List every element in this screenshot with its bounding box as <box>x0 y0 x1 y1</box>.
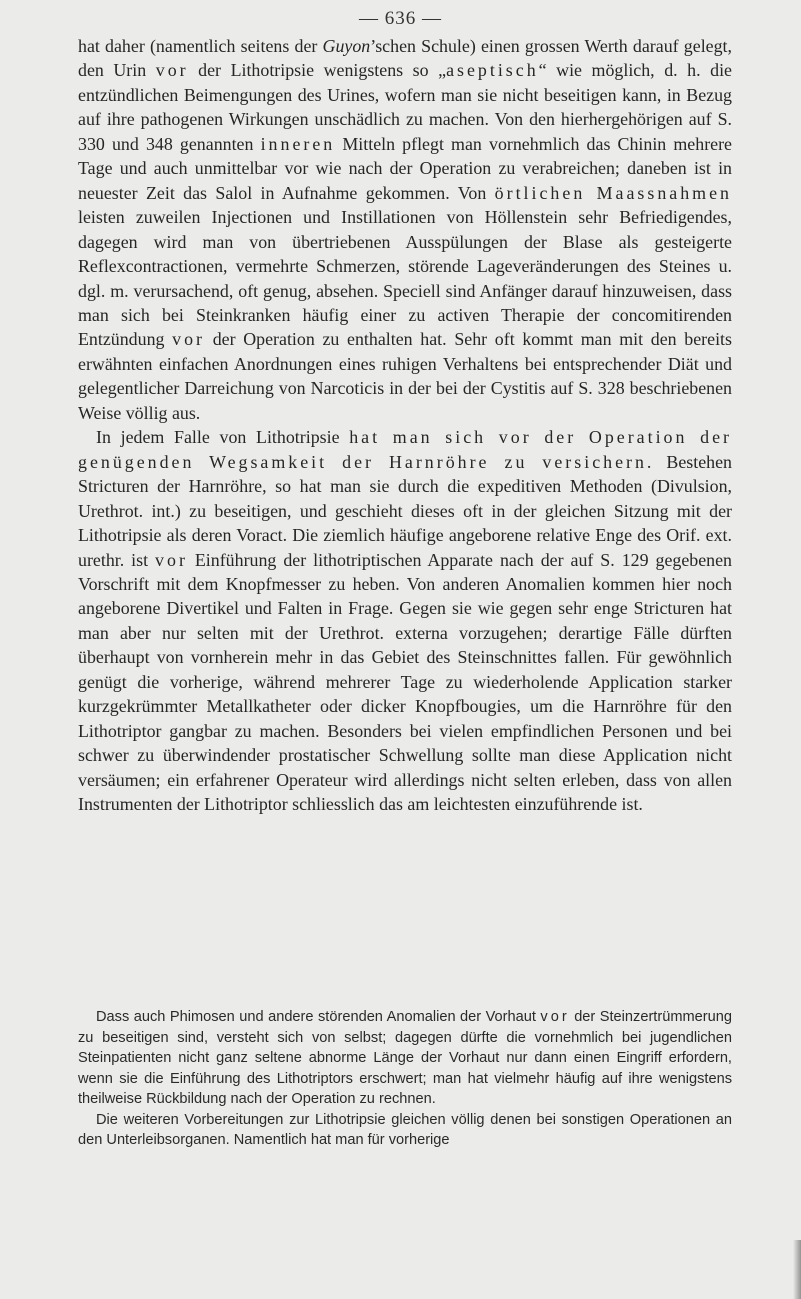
text-run: Dass auch Phimosen und andere störenden Anomalien der Vorhaut <box>96 1009 541 1025</box>
text-run: leisten zuweilen Injectionen und Instillationen von Höllenstein sehr Befriedigendes, dagegen wird man von übertriebenen Ausspülungen der Blase als gesteigerte Reflexcontractionen, vermehrte Schmerzen, störende Lageveränderungen des Steines u. dgl. m. verursachend, oft genug, absehen. Speciell sind Anfänger darauf hinzuweisen, dass man sich bei Steinkranken häufig einer zu activen Therapie der concomitirenden Entzündung <box>78 207 732 350</box>
text-run: In jedem Falle von Lithotripsie <box>96 427 350 448</box>
page-number: — 636 — <box>359 8 442 29</box>
spaced-emphasis-text: aseptisch <box>446 60 539 81</box>
text-run: “ wie möglich, d. h. die entzündlichen Beimengungen des Urines, wofern man sie nicht beseitigen kann, in Bezug auf ihre pathogenen Wirkungen unschädlich zu machen. Von den hierhergehörigen auf S. 330 und 348 genannten <box>78 60 733 154</box>
paragraph-2 <box>78 425 732 816</box>
page-edge-shadow <box>793 1240 801 1299</box>
text-run: Mitteln pflegt man vornehmlich das Chinin mehrere Tage und auch unmittelbar vor wie nach der Operation zu verabreichen; daneben ist in neuester Zeit das Salol in Aufnahme gekommen. Von <box>78 133 732 203</box>
small-paragraph-2 <box>78 1110 732 1151</box>
spaced-emphasis-text: vor <box>155 549 188 570</box>
text-run: Die weiteren Vorbereitungen zur Lithotripsie gleichen völlig denen bei sonstigen Operationen an den Unterleibsorganen. Namentlich hat man für vorherige <box>78 1111 732 1148</box>
text-run: der Steinzertrümmerung zu beseitigen sind, versteht sich von selbst; dagegen dürfte die vornehmlich bei jugendlichen Steinpatienten nicht ganz seltene abnorme Länge der Vorhaut nur dann einen Eingriff erfordern, wenn sie die Einführung des Lithotriptors erschwert; man hat vielmehr häufig auf ihre wenigstens theilweise Rückbildung nach der Operation zu rechnen. <box>78 1009 732 1107</box>
spaced-emphasis-text: vor <box>540 1009 570 1025</box>
spaced-emphasis-text: vor <box>155 60 189 81</box>
small-paragraph-1 <box>78 1007 732 1110</box>
text-run: der Lithotripsie wenigstens so „ <box>188 60 447 81</box>
spaced-emphasis-text: inneren <box>260 133 336 154</box>
paragraph-1 <box>78 34 732 425</box>
spaced-emphasis-text: hat man sich vor der Operation der genügenden Wegsamkeit der Harnröhre zu versichern. <box>78 427 732 472</box>
text-run: Bestehen Stricturen der Harnröhre, so hat man sie durch die expeditiven Methoden (Divulsion, Urethrot. int.) zu beseitigen, und geschieht dieses oft in der gleichen Sitzung mit der Lithotripsie als deren Voract. Die ziemlich häufige angeborene relative Enge des Orif. ext. urethr. ist <box>78 451 732 570</box>
spaced-emphasis-text: vor <box>172 329 206 350</box>
text-run: ’schen Schule) einen grossen Werth darauf gelegt, den Urin <box>78 36 732 81</box>
italic-text: Guyon <box>322 36 371 56</box>
text-run: der Operation zu enthalten hat. Sehr oft kommt man mit den bereits erwähnten einfachen Anordnungen eines ruhigen Verhaltens bei entsprechender Diät und gelegentlicher Darreichung von Narcoticis in der bei der Cystitis auf S. 328 beschriebenen Weise völlig aus. <box>78 329 732 423</box>
text-run: Einführung der lithotriptischen Apparate nach der auf S. 129 gegebenen Vorschrift mit dem Knopfmesser zu heben. Von anderen Anomalien kommen hier noch angeborene Divertikel und Falten in Frage. Gegen sie wie gegen sehr enge Stricturen hat man aber nur selten mit der Urethrot. externa vorzugehen; derartige Fälle dürften überhaupt von vornherein mehr in das Gebiet des Steinschnittes fallen. Für gewöhnlich genügt die vorherige, während mehrerer Tage zu wiederholende Application starker kurzgekrümmter Metallkatheter oder dicker Knopfbougies, um die Harnröhre für den Lithotriptor gangbar zu machen. Besonders bei vielen empfindlichen Personen und bei schwer zu überwindender prostatischer Schwellung sollte man diese Application nicht versäumen; ein erfahrener Operateur wird allerdings nicht selten erleben, dass von allen Instrumenten der Lithotriptor schliesslich das am leichtesten einzuführende ist. <box>78 549 732 815</box>
spaced-emphasis-text: örtlichen Maassnahmen <box>494 182 732 203</box>
main-text <box>78 34 732 817</box>
text-run: hat daher (namentlich seitens der <box>78 36 323 56</box>
small-print-text <box>78 1007 732 1151</box>
